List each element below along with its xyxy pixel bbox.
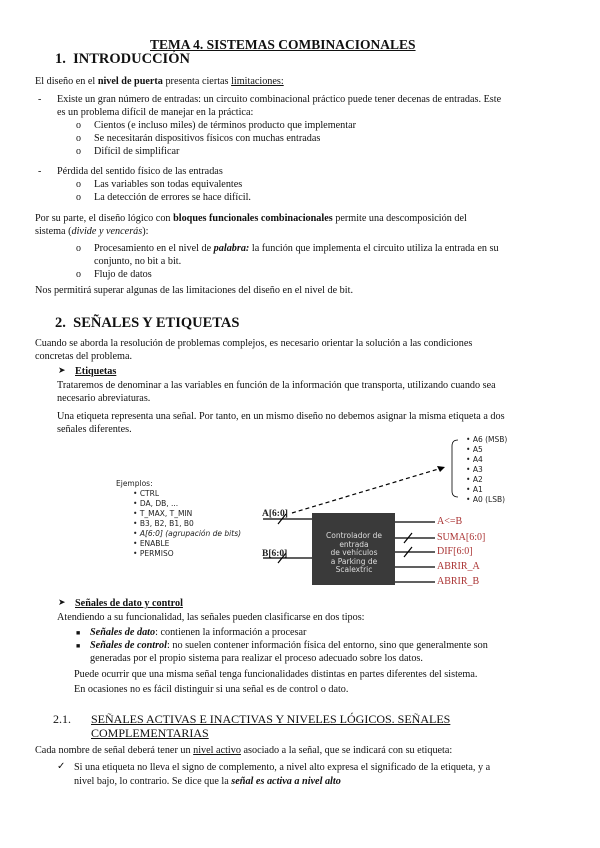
bullet-physical-sense: Pérdida del sentido físico de las entradas [57,166,223,177]
functional-blocks-line2: sistema (divide y vencerás): [35,226,149,237]
expansion-dashed-arrow [292,467,445,513]
circle-bullet-icon: o [76,269,81,280]
data-control-heading: Señales de dato y control [75,598,183,609]
bit-label: • A4 [466,455,483,464]
data-signals-item: Señales de dato: contienen la información a procesar [90,627,307,638]
etiquetas-p2-line1: Una etiqueta representa una señal. Por tanto, en un mismo diseño no debemos asignar la misma etiqueta a dos [57,411,505,422]
input-a-label: A[6:0] [262,509,288,519]
note-line1: Puede ocurrir que una misma señal tenga funcionalidades distintas en partes diferentes del sistema. [74,669,478,680]
arrow-bullet-icon: ➤ [58,365,66,375]
note-line2: En ocasiones no es fácil distinguir si una señal es de control o dato. [74,684,349,695]
square-bullet-icon: ■ [76,642,81,650]
sub-item: Se necesitarán dispositivos físicos con muchas entradas [94,133,321,144]
circle-bullet-icon: o [76,243,81,254]
output-label: SUMA[6:0] [437,532,486,543]
section-2-1-heading-line2: COMPLEMENTARIAS [91,726,209,740]
bit-label: • A1 [466,485,483,494]
document-title: TEMA 4. SISTEMAS COMBINACIONALES [150,37,416,52]
example-item: • ENABLE [133,539,170,548]
sec2-intro-line2: concretas del problema. [35,351,133,362]
section-1-heading: 1. INTRODUCCIÓN [55,51,190,67]
example-item: • PERMISO [133,549,174,558]
bits-brace [452,440,458,497]
functional-blocks-line1: Por su parte, el diseño lógico con bloques funcionales combinacionales permite una descomposición del [35,213,467,224]
word-processing-line2: conjunto, no bit a bit. [94,256,182,267]
input-b-label: B[6:0] [262,549,288,559]
control-signals-line1: Señales de control: no suelen contener información física del entorno, sino que generalmente son [90,640,488,651]
arrow-head-icon [437,466,445,472]
bullet-inputs-line2: es un problema difícil de manejar en la práctica: [57,107,254,118]
circle-bullet-icon: o [76,120,81,131]
data-control-intro: Atendiendo a su funcionalidad, las señales pueden clasificarse en dos tipos: [57,612,365,623]
etiquetas-p1-line2: necesario abreviaturas. [57,393,151,404]
output-label: DIF[6:0] [437,546,473,557]
bit-label: • A3 [466,465,483,474]
circle-bullet-icon: o [76,146,81,157]
etiquetas-heading: Etiquetas [75,366,117,377]
example-item: • T_MAX, T_MIN [133,509,193,518]
bit-label: • A6 (MSB) [466,435,508,444]
section-2-1-number: 2.1. [53,712,71,726]
section-2-1-heading-line1: SEÑALES ACTIVAS E INACTIVAS Y NIVELES LÓGICOS. SEÑALES [91,712,451,726]
bit-label: • A2 [466,475,483,484]
check-item-line2: nivel bajo, lo contrario. Se dice que la señal es activa a nivel alto [74,776,341,787]
closing-paragraph: Nos permitirá superar algunas de las limitaciones del diseño en el nivel de bit. [35,285,353,296]
etiquetas-p2-line2: señales diferentes. [57,424,132,435]
data-flow-item: Flujo de datos [94,269,152,280]
example-item: • DA, DB, ... [133,499,179,508]
controller-block-label: Controlador de entrada de vehículos a Parking de Scalextric [326,531,382,575]
bullet-inputs-line1: Existe un gran número de entradas: un circuito combinacional práctico puede tener decenas de entradas. Este [57,94,502,105]
check-item-line1: Si una etiqueta no lleva el signo de complemento, a nivel alto expresa el significado de la etiqueta, y a [74,762,491,773]
section-2-heading: 2. SEÑALES Y ETIQUETAS [55,315,240,331]
dash-bullet-icon: - [38,94,42,105]
word-processing-line1: Procesamiento en el nivel de palabra: la función que implementa el circuito utiliza la entrada en su [94,243,499,254]
sec2-intro-line1: Cuando se aborda la resolución de problemas complejos, es necesario orientar la solución a las condiciones [35,338,473,349]
square-bullet-icon: ■ [76,629,81,637]
output-label: A<=B [437,516,463,527]
bit-label: • A0 (LSB) [466,495,506,504]
bit-label: • A5 [466,445,483,454]
circle-bullet-icon: o [76,179,81,190]
control-signals-line2: generadas por el propio sistema para realizar el proceso adecuado sobre los datos. [90,653,423,664]
sub-item: Difícil de simplificar [94,146,180,157]
circle-bullet-icon: o [76,133,81,144]
etiquetas-p1-line1: Trataremos de denominar a las variables en función de la información que transporta, utilizando cuando sea [57,380,496,391]
example-item: • B3, B2, B1, B0 [133,519,194,528]
circle-bullet-icon: o [76,192,81,203]
sub-item: Las variables son todas equivalentes [94,179,243,190]
arrow-bullet-icon: ➤ [58,597,66,607]
output-label: ABRIR_B [437,576,480,587]
examples-title: Ejemplos: [116,479,153,488]
sub-item: La detección de errores se hace difícil. [94,192,251,203]
output-label: ABRIR_A [437,561,480,572]
active-level-intro: Cada nombre de señal deberá tener un nivel activo asociado a la señal, que se indicará con su etiqueta: [35,745,453,756]
dash-bullet-icon: - [38,166,42,177]
example-item: • CTRL [133,489,160,498]
sub-item: Cientos (e incluso miles) de términos producto que implementar [94,120,356,131]
intro-paragraph: El diseño en el nivel de puerta presenta ciertas limitaciones: [35,76,284,87]
check-icon: ✓ [57,761,66,772]
example-item: • A[6:0] (agrupación de bits) [133,529,242,538]
